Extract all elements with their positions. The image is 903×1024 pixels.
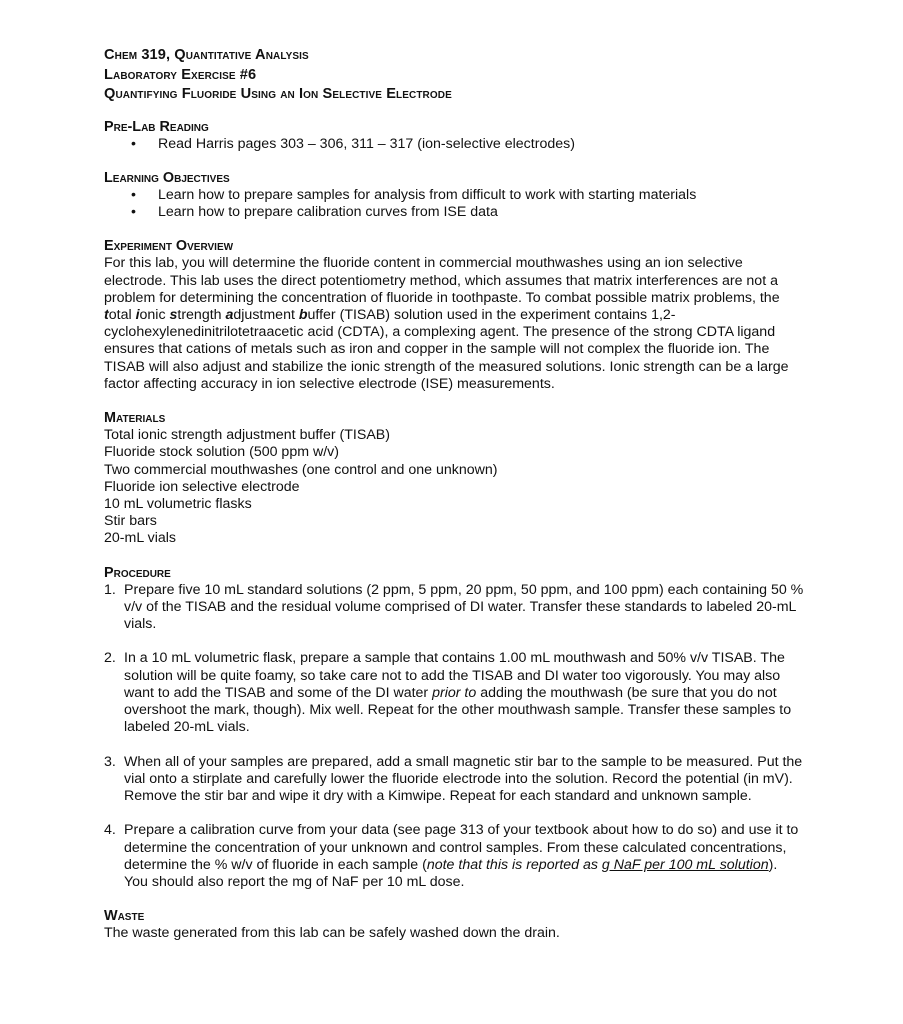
material-item: 10 mL volumetric flasks bbox=[104, 496, 252, 513]
overview-heading: Experiment Overview bbox=[104, 238, 234, 255]
material-item: Two commercial mouthwashes (one control and one unknown) bbox=[104, 461, 498, 478]
exercise-title: Quantifying Fluoride Using an Ion Selective Electrode bbox=[104, 86, 452, 103]
lab-document bbox=[104, 46, 804, 942]
material-item: Fluoride ion selective electrode bbox=[104, 478, 300, 495]
bullet-icon: • bbox=[131, 135, 136, 152]
material-item: Total ionic strength adjustment buffer (TISAB) bbox=[104, 427, 390, 444]
prelab-section bbox=[104, 119, 804, 153]
material-item: 20-mL vials bbox=[104, 530, 177, 547]
procedure-step: 4. Prepare a calibration curve from your data (see page 313 of your textbook about how to do so) and use it to determine the concentration of your unknown and control samples. From these calculated concentrations, determine the % w/v of fluoride in each sample (note that this is reported as g NaF per 100 mL solution). You should also report the mg of NaF per 10 mL dose. bbox=[104, 822, 799, 891]
procedure-step: 1. Prepare five 10 mL standard solutions (2 ppm, 5 ppm, 20 ppm, 50 ppm, and 100 ppm) each containing 50 % v/v of the TISAB and the residual volume comprised of DI water. Transfer these standards to labeled 20-mL vials. bbox=[104, 581, 804, 633]
bullet-icon: • bbox=[131, 204, 136, 221]
procedure-step: 2. In a 10 mL volumetric flask, prepare a sample that contains 1.00 mL mouthwash and 50% v/v TISAB. The solution will be quite foamy, so take care not to add the TISAB and DI water too vigorously. You may also want to add the TISAB and some of the DI water prior to adding the mouthwash (be sure that you do not overshoot the mark, though). Mix well. Repeat for the other mouthwash sample. Transfer these samples to labeled 20-mL vials. bbox=[104, 650, 792, 736]
waste-heading: Waste bbox=[104, 908, 145, 925]
procedure-heading: Procedure bbox=[104, 564, 171, 581]
objective-item: • Learn how to prepare calibration curves from ISE data bbox=[131, 204, 498, 221]
materials-section bbox=[104, 410, 804, 548]
waste-text: The waste generated from this lab can be safely washed down the drain. bbox=[104, 925, 560, 942]
material-item: Stir bars bbox=[104, 513, 157, 530]
material-item: Fluoride stock solution (500 ppm w/v) bbox=[104, 444, 339, 461]
prelab-item: • Read Harris pages 303 – 306, 311 – 317 (ion-selective electrodes) bbox=[131, 135, 575, 152]
objectives-section bbox=[104, 170, 804, 221]
overview-section bbox=[104, 238, 804, 393]
procedure-step: 3. When all of your samples are prepared, add a small magnetic stir bar to the sample to be measured. Put the vial onto a stirplate and carefully lower the fluoride electrode into the solution. Record the potential (in mV). Remove the stir bar and wipe it dry with a Kimwipe. Repeat for each standard and unknown sample. bbox=[104, 753, 803, 805]
prelab-heading: Pre-Lab Reading bbox=[104, 118, 209, 135]
overview-paragraph: For this lab, you will determine the fluoride content in commercial mouthwashes using an ion selective electrode. This lab uses the direct potentiometry method, which assumes that matrix interferences are not a problem for determining the concentration of fluoride in toothpaste. To combat possible matrix problems, the total ionic strength adjustment buffer (TISAB) solution used in the experiment contains 1,2-cyclohexylenedinitrilotetraacetic acid (CDTA), a complexing agent. The presence of the strong CDTA ligand ensures that cations of metals such as iron and copper in the sample will not complex the fluoride ion. The TISAB will also adjust and stabilize the ionic strength of the measured solutions. Ionic strength can be a large factor affecting accuracy in ion selective electrode (ISE) measurements. bbox=[104, 255, 789, 392]
course-title: Chem 319, Quantitative Analysis bbox=[104, 47, 309, 63]
exercise-number: Laboratory Exercise #6 bbox=[104, 66, 257, 83]
materials-heading: Materials bbox=[104, 410, 166, 427]
bullet-icon: • bbox=[131, 186, 136, 203]
procedure-section bbox=[104, 565, 804, 892]
objectives-heading: Learning Objectives bbox=[104, 169, 230, 186]
objective-item: • Learn how to prepare samples for analysis from difficult to work with starting materials bbox=[131, 186, 697, 203]
document-title-block bbox=[104, 46, 804, 105]
waste-section bbox=[104, 908, 804, 942]
